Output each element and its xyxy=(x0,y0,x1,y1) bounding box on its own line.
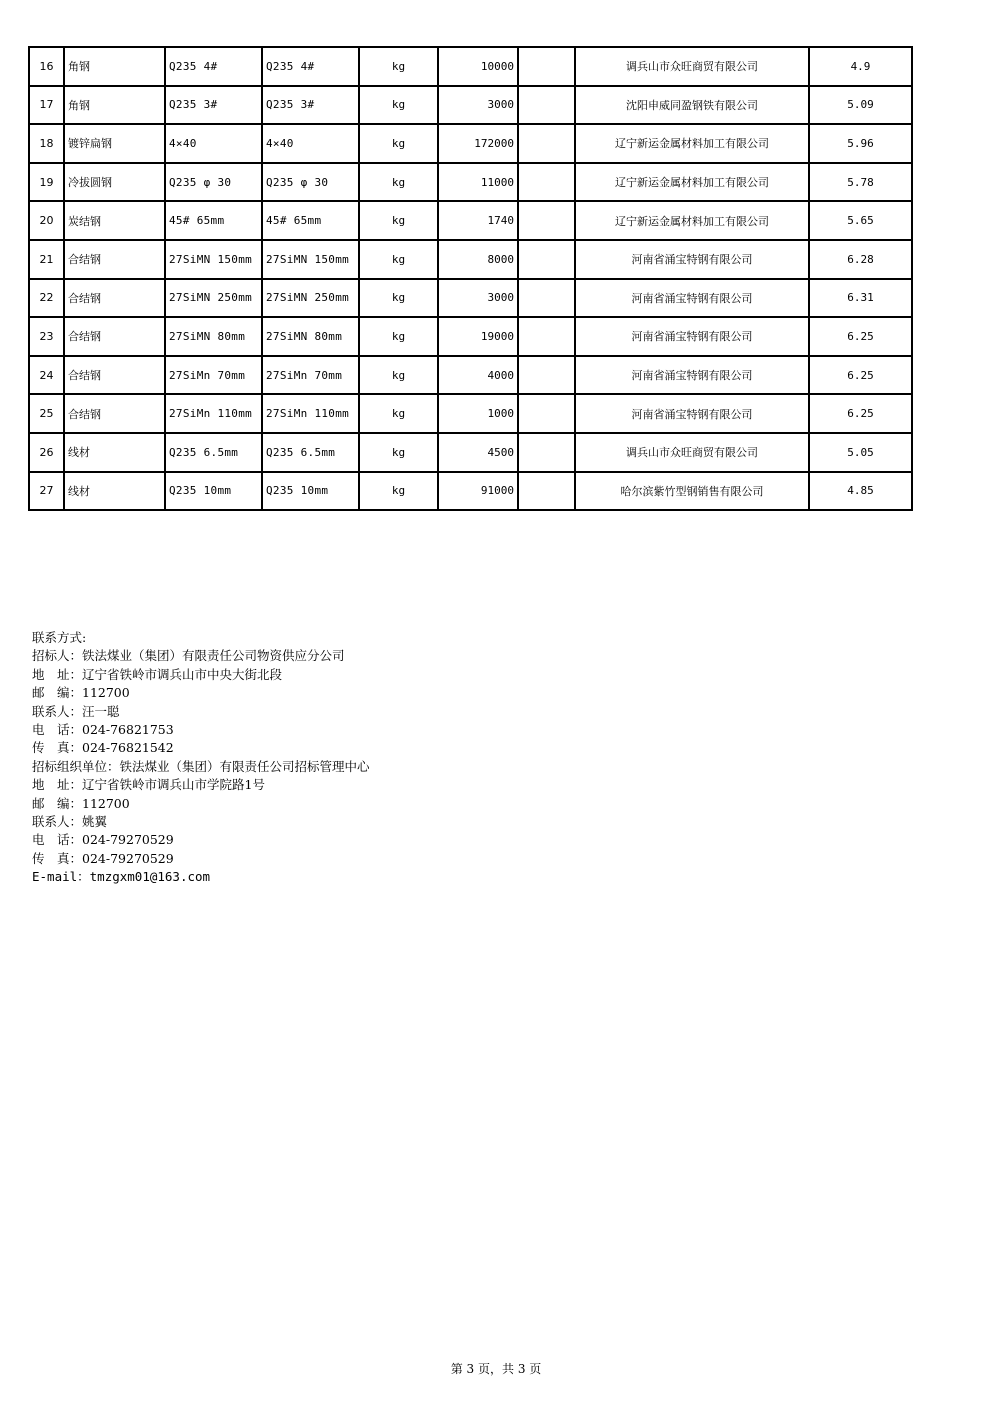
item-name: 炭结钢 xyxy=(64,201,165,240)
unit-price: 5.65 xyxy=(809,201,912,240)
blank-cell xyxy=(518,47,575,86)
item-spec: 27SiMN 150mm xyxy=(165,240,262,279)
supplier-name: 调兵山市众旺商贸有限公司 xyxy=(575,47,809,86)
item-name: 合结钢 xyxy=(64,317,165,356)
item-unit: kg xyxy=(359,47,438,86)
unit-price: 5.05 xyxy=(809,433,912,472)
table-row xyxy=(29,433,912,472)
supplier-name: 河南省涌宝特钢有限公司 xyxy=(575,317,809,356)
item-unit: kg xyxy=(359,279,438,318)
row-number: 26 xyxy=(29,433,64,472)
unit-price: 6.28 xyxy=(809,240,912,279)
table-row xyxy=(29,124,912,163)
item-name: 冷拔圆钢 xyxy=(64,163,165,202)
contact-line: 传 真：024-76821542 xyxy=(32,740,174,756)
page-footer: 第 3 页，共 3 页 xyxy=(450,1362,542,1376)
item-model: Q235 6.5mm xyxy=(262,433,359,472)
row-number: 22 xyxy=(29,279,64,318)
contact-line: 招标组织单位：铁法煤业（集团）有限责任公司招标管理中心 xyxy=(32,758,370,774)
table-row xyxy=(29,279,912,318)
item-quantity: 3000 xyxy=(438,279,518,318)
blank-cell xyxy=(518,86,575,125)
item-spec: 27SiMN 80mm xyxy=(165,317,262,356)
contact-line: 传 真：024-79270529 xyxy=(32,850,174,866)
item-name: 镀锌扁钢 xyxy=(64,124,165,163)
item-spec: Q235 φ 30 xyxy=(165,163,262,202)
table-row xyxy=(29,394,912,433)
item-name: 合结钢 xyxy=(64,356,165,395)
contact-line: 电 话：024-76821753 xyxy=(32,722,174,738)
table-row xyxy=(29,201,912,240)
supplier-name: 河南省涌宝特钢有限公司 xyxy=(575,279,809,318)
item-name: 合结钢 xyxy=(64,394,165,433)
table-row xyxy=(29,163,912,202)
item-model: 45# 65mm xyxy=(262,201,359,240)
item-quantity: 19000 xyxy=(438,317,518,356)
item-quantity: 1000 xyxy=(438,394,518,433)
table-row xyxy=(29,240,912,279)
contact-line: 联系人：姚翼 xyxy=(32,814,108,830)
unit-price: 6.25 xyxy=(809,356,912,395)
item-unit: kg xyxy=(359,394,438,433)
row-number: 24 xyxy=(29,356,64,395)
blank-cell xyxy=(518,124,575,163)
unit-price: 5.78 xyxy=(809,163,912,202)
contact-info xyxy=(32,629,370,887)
item-name: 线材 xyxy=(64,433,165,472)
contact-line: 邮 编：112700 xyxy=(32,685,130,701)
contact-line: 联系人：汪一聪 xyxy=(32,703,120,719)
item-model: Q235 4# xyxy=(262,47,359,86)
supplier-name: 沈阳申威同盈钢铁有限公司 xyxy=(575,86,809,125)
row-number: 19 xyxy=(29,163,64,202)
row-number: 18 xyxy=(29,124,64,163)
supplier-name: 哈尔滨紫竹型钢销售有限公司 xyxy=(575,472,809,511)
item-name: 线材 xyxy=(64,472,165,511)
table-row xyxy=(29,356,912,395)
item-quantity: 1740 xyxy=(438,201,518,240)
item-spec: Q235 3# xyxy=(165,86,262,125)
unit-price: 4.85 xyxy=(809,472,912,511)
blank-cell xyxy=(518,279,575,318)
unit-price: 5.09 xyxy=(809,86,912,125)
contact-line: 地 址：辽宁省铁岭市调兵山市中央大街北段 xyxy=(32,666,283,682)
item-spec: Q235 10mm xyxy=(165,472,262,511)
item-unit: kg xyxy=(359,472,438,511)
row-number: 21 xyxy=(29,240,64,279)
item-quantity: 3000 xyxy=(438,86,518,125)
item-model: 27SiMN 150mm xyxy=(262,240,359,279)
item-model: Q235 φ 30 xyxy=(262,163,359,202)
item-unit: kg xyxy=(359,201,438,240)
blank-cell xyxy=(518,240,575,279)
unit-price: 6.25 xyxy=(809,317,912,356)
item-model: Q235 3# xyxy=(262,86,359,125)
item-quantity: 4500 xyxy=(438,433,518,472)
item-unit: kg xyxy=(359,240,438,279)
blank-cell xyxy=(518,163,575,202)
row-number: 20 xyxy=(29,201,64,240)
supplier-name: 辽宁新运金属材料加工有限公司 xyxy=(575,163,809,202)
supplier-name: 辽宁新运金属材料加工有限公司 xyxy=(575,124,809,163)
item-spec: 4×40 xyxy=(165,124,262,163)
item-spec: 27SiMN 250mm xyxy=(165,279,262,318)
supplier-name: 调兵山市众旺商贸有限公司 xyxy=(575,433,809,472)
contact-line: 联系方式: xyxy=(32,630,87,645)
item-model: 4×40 xyxy=(262,124,359,163)
item-spec: Q235 6.5mm xyxy=(165,433,262,472)
blank-cell xyxy=(518,201,575,240)
item-spec: 45# 65mm xyxy=(165,201,262,240)
item-spec: Q235 4# xyxy=(165,47,262,86)
item-spec: 27SiMn 110mm xyxy=(165,394,262,433)
contact-line: 邮 编：112700 xyxy=(32,795,130,811)
contact-line: E-mail：tmzgxm01@163.com xyxy=(32,869,211,885)
contact-line: 电 话：024-79270529 xyxy=(32,832,174,848)
table-row xyxy=(29,86,912,125)
item-unit: kg xyxy=(359,86,438,125)
item-model: 27SiMn 70mm xyxy=(262,356,359,395)
item-quantity: 8000 xyxy=(438,240,518,279)
table-row xyxy=(29,472,912,511)
supplier-name: 河南省涌宝特钢有限公司 xyxy=(575,394,809,433)
item-name: 合结钢 xyxy=(64,240,165,279)
supplier-name: 河南省涌宝特钢有限公司 xyxy=(575,356,809,395)
table-row xyxy=(29,47,912,86)
bid-results-table xyxy=(28,46,913,511)
row-number: 27 xyxy=(29,472,64,511)
item-unit: kg xyxy=(359,317,438,356)
table-row xyxy=(29,317,912,356)
item-quantity: 91000 xyxy=(438,472,518,511)
item-quantity: 11000 xyxy=(438,163,518,202)
blank-cell xyxy=(518,356,575,395)
blank-cell xyxy=(518,394,575,433)
item-model: 27SiMn 110mm xyxy=(262,394,359,433)
supplier-name: 辽宁新运金属材料加工有限公司 xyxy=(575,201,809,240)
item-quantity: 10000 xyxy=(438,47,518,86)
table-body xyxy=(29,47,912,510)
item-model: 27SiMN 80mm xyxy=(262,317,359,356)
contact-line: 地 址：辽宁省铁岭市调兵山市学院路1号 xyxy=(32,777,265,793)
contact-line: 招标人：铁法煤业（集团）有限责任公司物资供应分公司 xyxy=(32,648,345,664)
item-unit: kg xyxy=(359,124,438,163)
item-quantity: 172000 xyxy=(438,124,518,163)
unit-price: 5.96 xyxy=(809,124,912,163)
item-name: 角钢 xyxy=(64,47,165,86)
item-unit: kg xyxy=(359,163,438,202)
item-unit: kg xyxy=(359,356,438,395)
item-spec: 27SiMn 70mm xyxy=(165,356,262,395)
supplier-name: 河南省涌宝特钢有限公司 xyxy=(575,240,809,279)
row-number: 23 xyxy=(29,317,64,356)
item-quantity: 4000 xyxy=(438,356,518,395)
blank-cell xyxy=(518,317,575,356)
blank-cell xyxy=(518,433,575,472)
item-name: 角钢 xyxy=(64,86,165,125)
row-number: 25 xyxy=(29,394,64,433)
item-model: 27SiMN 250mm xyxy=(262,279,359,318)
row-number: 16 xyxy=(29,47,64,86)
unit-price: 6.25 xyxy=(809,394,912,433)
unit-price: 4.9 xyxy=(809,47,912,86)
row-number: 17 xyxy=(29,86,64,125)
blank-cell xyxy=(518,472,575,511)
item-model: Q235 10mm xyxy=(262,472,359,511)
item-unit: kg xyxy=(359,433,438,472)
item-name: 合结钢 xyxy=(64,279,165,318)
unit-price: 6.31 xyxy=(809,279,912,318)
